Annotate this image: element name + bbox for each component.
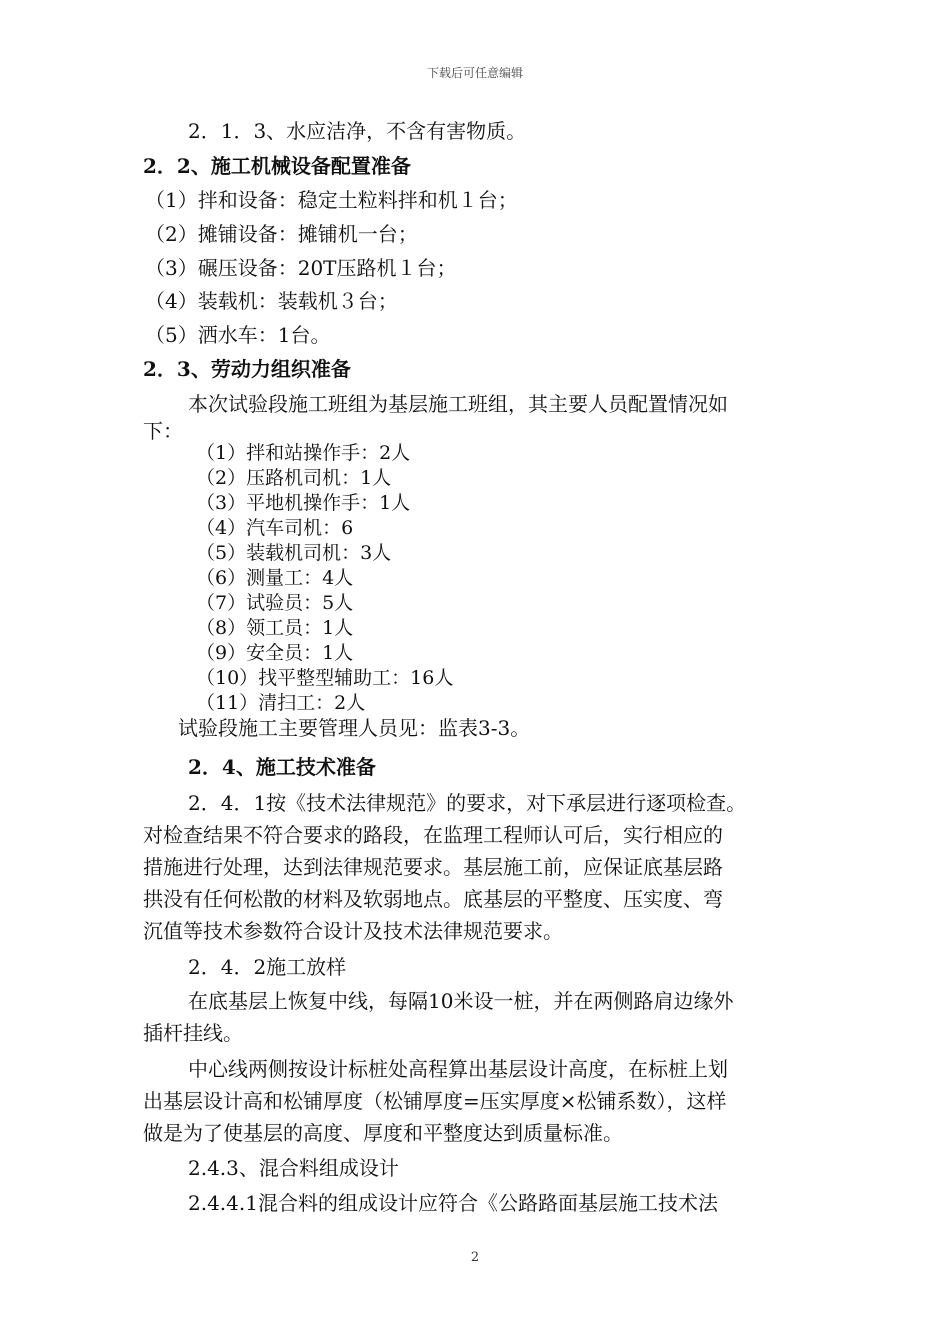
list-item: （1）拌和设备：稳定土粒料拌和机１台； <box>145 188 518 212</box>
staff-item: （8）领工员：1人 <box>196 617 354 639</box>
paragraph-line: 做是为了使基层的高度、厚度和平整度达到质量标准。 <box>143 1121 623 1145</box>
subsection-heading: 2．4．2施工放样 <box>188 955 347 979</box>
paragraph-line: 插杆挂线。 <box>143 1021 243 1045</box>
staff-item: （6）测量工：4人 <box>196 567 354 589</box>
staff-item: （11）清扫工：2人 <box>196 692 366 714</box>
staff-item: （3）平地机操作手：1人 <box>196 492 411 514</box>
staff-item: （1）拌和站操作手：2人 <box>196 442 411 464</box>
section-heading: 2．4、施工技术准备 <box>188 755 376 779</box>
paragraph-line: 2.4.4.1混合料的组成设计应符合《公路路面基层施工技术法 <box>188 1191 718 1215</box>
staff-item: （9）安全员：1人 <box>196 642 354 664</box>
staff-item: （10）找平整型辅助工：16人 <box>196 667 454 689</box>
paragraph-line: 措施进行处理，达到法律规范要求。基层施工前，应保证底基层路 <box>143 855 723 879</box>
paragraph-line: 沉值等技术参数符合设计及技术法律规范要求。 <box>143 919 563 943</box>
list-item: （2）摊铺设备：摊铺机一台； <box>145 222 418 246</box>
paragraph-line: 2．1．3、水应洁净，不含有害物质。 <box>188 119 527 143</box>
page-header: 下载后可任意编辑 <box>426 66 523 80</box>
paragraph-line: 拱没有任何松散的材料及软弱地点。底基层的平整度、压实度、弯 <box>143 887 723 911</box>
staff-item: （5）装载机司机：3人 <box>196 542 392 564</box>
paragraph-line: 中心线两侧按设计标桩处高程算出基层设计高度，在标桩上划 <box>188 1057 728 1081</box>
paragraph-line: 在底基层上恢复中线，每隔10米设一桩，并在两侧路肩边缘外 <box>188 989 734 1013</box>
list-item: （5）洒水车：1台。 <box>145 323 331 347</box>
paragraph-line: 试验段施工主要管理人员见：监表3-3。 <box>178 716 531 740</box>
paragraph-line: 对检查结果不符合要求的路段，在监理工程师认可后，实行相应的 <box>143 823 723 847</box>
section-heading: 2．3、劳动力组织准备 <box>143 357 351 381</box>
list-item: （3）碾压设备：20T压路机１台； <box>145 256 457 280</box>
staff-item: （4）汽车司机：6 <box>196 517 354 539</box>
paragraph-line: 下： <box>143 419 183 443</box>
staff-item: （7）试验员：5人 <box>196 592 354 614</box>
page-number: 2 <box>470 1250 480 1265</box>
section-heading: 2．2、施工机械设备配置准备 <box>143 154 411 178</box>
paragraph-line: 2．4．1按《技术法律规范》的要求，对下承层进行逐项检查。 <box>188 791 747 815</box>
subsection-heading: 2.4.3、混合料组成设计 <box>188 1156 399 1180</box>
paragraph-line: 本次试验段施工班组为基层施工班组，其主要人员配置情况如 <box>188 392 728 416</box>
paragraph-line: 出基层设计高和松铺厚度（松铺厚度=压实厚度×松铺系数），这样 <box>143 1089 727 1113</box>
staff-item: （2）压路机司机：1人 <box>196 467 392 489</box>
list-item: （4）装载机：装载机３台； <box>145 289 398 313</box>
